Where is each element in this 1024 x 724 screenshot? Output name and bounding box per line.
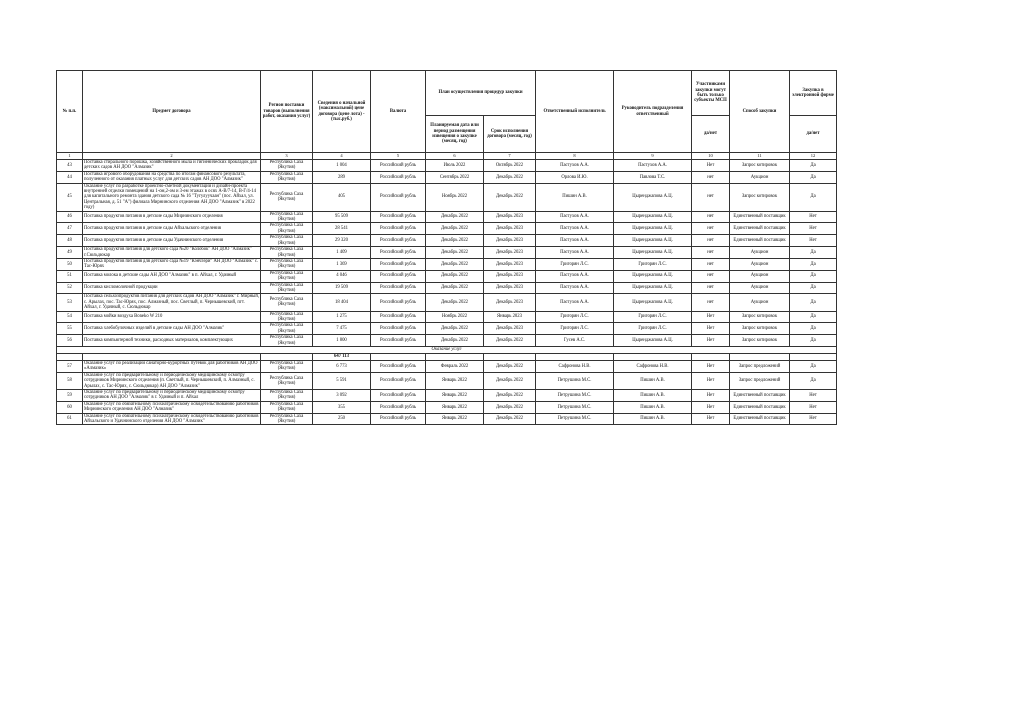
row-currency: Российский рубль (371, 413, 426, 425)
row-end-date: Январь 2023 (484, 311, 536, 323)
row-number: 49 (57, 247, 83, 259)
row-smsp: нет (692, 282, 730, 294)
row-smsp: Нет (692, 390, 730, 402)
row-region: Республика Саха (Якутия) (261, 211, 313, 223)
row-currency: Российский рубль (371, 372, 426, 389)
row-number: 55 (57, 323, 83, 335)
row-currency: Российский рубль (371, 247, 426, 259)
row-region: Республика Саха (Якутия) (261, 171, 313, 183)
empty-cell (730, 354, 790, 361)
row-region: Республика Саха (Якутия) (261, 258, 313, 270)
row-end-date: Декабрь 2023 (484, 235, 536, 247)
row-electronic: Да (790, 335, 837, 347)
row-subject: Оказание услуг по предварительному и периодическому медицинскому осмотру сотрудников АН ДОО "Алмазик" в г. Удачный и п. Айхал (83, 390, 261, 402)
row-number: 44 (57, 171, 83, 183)
row-end-date: Декабрь 2023 (484, 258, 536, 270)
row-end-date: Декабрь 2023 (484, 323, 536, 335)
row-electronic: Да (790, 160, 837, 172)
row-price: 95 509 (313, 211, 371, 223)
row-executor: Пишин А.В. (536, 183, 614, 211)
table-row (57, 211, 837, 223)
table-row (57, 171, 837, 183)
row-subject: Оказание услуг по реализации санаторно-курортных путевок для работников АН ДОО «Алмазик» (83, 361, 261, 373)
empty-cell (261, 354, 313, 361)
row-smsp: Нет (692, 160, 730, 172)
row-number: 58 (57, 372, 83, 389)
row-electronic: Нет (790, 235, 837, 247)
row-electronic: Нет (790, 413, 837, 425)
row-subject: Поставка сельхозпродуктов питания для детских садов АН ДОО "Алмазик" г. Мирный, с. Арылах, пос. Тас-Юрях, пос. Алмазный, пос. Светлый, п. Чернышевский, пгт. Айхал, г. Удачный, с. Сюльдюкар (84, 294, 260, 311)
row-executor: Пастухов А.А. (536, 160, 614, 172)
row-number: 57 (57, 361, 83, 373)
row-region: Республика Саха (Якутия) (261, 160, 313, 172)
row-end-date: Декабрь 2022 (484, 361, 536, 373)
table-row (57, 401, 837, 413)
row-planned-date: Декабрь 2022 (426, 335, 484, 347)
row-price: 1 004 (313, 160, 371, 172)
row-subject: Поставка мойки воздуха Boneko W 210 (83, 311, 261, 323)
row-currency: Российский рубль (371, 323, 426, 335)
row-method: Единственный поставщик (730, 223, 790, 235)
row-region: Республика Саха (Якутия) (261, 223, 313, 235)
row-head: Цыренджапова А.Ц. (614, 294, 692, 311)
row-currency: Российский рубль (371, 160, 426, 172)
row-electronic: Да (790, 294, 837, 311)
row-electronic: Нет (790, 223, 837, 235)
row-subject: Поставка кисломолочной продукции (83, 282, 261, 294)
empty-cell (371, 354, 426, 361)
row-currency: Российский рубль (371, 235, 426, 247)
row-price: 19 509 (313, 282, 371, 294)
row-currency: Российский рубль (371, 401, 426, 413)
row-electronic: Да (790, 361, 837, 373)
column-number: 1 (57, 153, 83, 160)
column-number: 9 (614, 153, 692, 160)
row-head: Цыренджапова А.Ц. (614, 335, 692, 347)
row-method: Аукцион (730, 270, 790, 282)
row-price: 3 092 (313, 390, 371, 402)
row-subject: Поставка продуктов питания в детские сады Удачнинского отделения (83, 235, 261, 247)
row-planned-date: Декабрь 2022 (426, 282, 484, 294)
row-executor: Григорян Л.С. (536, 258, 614, 270)
row-method: Единственный поставщик (730, 211, 790, 223)
row-executor: Петрушина М.С. (536, 390, 614, 402)
row-region: Республика Саха (Якутия) (261, 335, 313, 347)
row-currency: Российский рубль (371, 294, 426, 311)
header-smsp: Участниками закупки могут быть только субъекты МСП (692, 71, 730, 116)
row-executor: Пастухов А.А. (536, 223, 614, 235)
row-planned-date: Декабрь 2022 (426, 323, 484, 335)
row-electronic: Нет (790, 211, 837, 223)
row-number: 56 (57, 335, 83, 347)
total-row (57, 354, 837, 361)
row-method: Запрос предложений (730, 372, 790, 389)
section-label: Оказание услуг (57, 347, 837, 354)
row-currency: Российский рубль (371, 183, 426, 211)
column-number: 6 (426, 153, 484, 160)
row-head: Григорян Л.С. (614, 258, 692, 270)
row-price: 289 (313, 171, 371, 183)
row-end-date: Декабрь 2022 (484, 401, 536, 413)
table-row (57, 361, 837, 373)
column-number: 7 (484, 153, 536, 160)
row-planned-date: Январь 2022 (426, 390, 484, 402)
row-executor: Петрушина М.С. (536, 413, 614, 425)
table-row (57, 223, 837, 235)
row-head: Цыренджапова А.Ц. (614, 270, 692, 282)
header-currency: Валюта (371, 71, 426, 153)
row-number: 50 (57, 258, 83, 270)
header-method: Способ закупки (730, 71, 790, 153)
row-number: 60 (57, 401, 83, 413)
row-executor: Григорян Л.С. (536, 323, 614, 335)
row-method: Аукцион (730, 258, 790, 270)
row-price: 405 (313, 183, 371, 211)
row-method: Запрос котировок (730, 183, 790, 211)
row-head: Пишин А.В. (614, 413, 692, 425)
row-planned-date: Декабрь 2022 (426, 258, 484, 270)
row-executor: Петрушина М.С. (536, 372, 614, 389)
table-row (57, 282, 837, 294)
row-head: Григорян Л.С. (614, 311, 692, 323)
row-subject: Поставка продуктов питания в детские сады Айхальского отделения (83, 223, 261, 235)
column-number: 11 (730, 153, 790, 160)
row-executor: Орлова И.Ю. (536, 171, 614, 183)
row-head: Сафронова Н.В. (614, 361, 692, 373)
table-row (57, 323, 837, 335)
row-head: Цыренджапова А.Ц. (614, 247, 692, 259)
row-planned-date: Сентябрь 2022 (426, 171, 484, 183)
row-end-date: Декабрь 2022 (484, 372, 536, 389)
row-end-date: Октябрь 2022 (484, 160, 536, 172)
row-method: Аукцион (730, 294, 790, 311)
row-currency: Российский рубль (371, 171, 426, 183)
row-head: Цыренджапова А.Ц. (614, 235, 692, 247)
row-executor: Пастухов А.А. (536, 282, 614, 294)
table-row (57, 390, 837, 402)
header-number: № п.п. (57, 71, 83, 153)
goods-rows (57, 153, 837, 347)
row-end-date: Декабрь 2022 (484, 335, 536, 347)
header-end-date: Срок исполнения договора (месяц, год) (484, 116, 536, 153)
row-region: Республика Саха (Якутия) (261, 247, 313, 259)
row-planned-date: Декабрь 2022 (426, 211, 484, 223)
row-subject: Оказание услуг по предварительному и периодическому медицинскому осмотру сотрудников Мирнинского отделения (п. Светлый, п. Чернышевский, п. Алмазный, с. Арылах, с. Тас-Юрях, с. Сюльдюкар) АН ДОО "Алмазик" (83, 372, 261, 389)
row-price: 29 320 (313, 235, 371, 247)
row-method: Единственный поставщик (730, 413, 790, 425)
row-planned-date: Декабрь 2022 (426, 223, 484, 235)
row-end-date: Декабрь 2023 (484, 282, 536, 294)
row-region: Республика Саха (Якутия) (261, 183, 313, 211)
row-price: 1 800 (313, 335, 371, 347)
column-number: 5 (371, 153, 426, 160)
row-subject: Поставка продуктов питания для детского сада №19 "Кэнчээри" АН ДОО "Алмазик" с. Тас-Юрях (83, 258, 261, 270)
row-price: 250 (313, 413, 371, 425)
row-method: Аукцион (730, 171, 790, 183)
table-row (57, 160, 837, 172)
row-head: Цыренджапова А.Ц. (614, 183, 692, 211)
row-head: Павлова Т.С. (614, 171, 692, 183)
services-rows (57, 347, 837, 425)
row-executor: Сафронова Н.В. (536, 361, 614, 373)
row-method: Запрос предложений (730, 361, 790, 373)
row-executor: Пастухов А.А. (536, 211, 614, 223)
row-subject: Оказание услуг по обязательному психиатрическому освидетельствованию работников Мирнинского отделения АН ДОО "Алмазик" (83, 401, 261, 413)
header-executor: Ответственный исполнитель (536, 71, 614, 153)
row-smsp: Нет (692, 413, 730, 425)
table-row (57, 335, 837, 347)
row-end-date: Декабрь 2023 (484, 294, 536, 311)
row-electronic: Да (790, 171, 837, 183)
table-row (57, 413, 837, 425)
row-electronic: Нет (790, 390, 837, 402)
row-end-date: Декабрь 2022 (484, 390, 536, 402)
header-subject: Предмет договора (83, 71, 261, 153)
row-head: Пишин А.В. (614, 390, 692, 402)
row-method: Запрос котировок (730, 311, 790, 323)
row-number: 59 (57, 390, 83, 402)
row-currency: Российский рубль (371, 361, 426, 373)
table-row (57, 183, 837, 211)
row-region: Республика Саха (Якутия) (261, 311, 313, 323)
row-subject: Поставка молока в детские сады АН ДОО "Алмазик" в п. Айхал, г. Удачный (83, 270, 261, 282)
row-currency: Российский рубль (371, 211, 426, 223)
empty-cell (790, 354, 837, 361)
row-smsp: Нет (692, 361, 730, 373)
header-planned-date: Планируемая дата или период размещения извещения о закупке (месяц, год) (426, 116, 484, 153)
row-number: 47 (57, 223, 83, 235)
row-executor: Пастухов А.А. (536, 270, 614, 282)
empty-cell (426, 354, 484, 361)
row-method: Аукцион (730, 247, 790, 259)
row-executor: Григорян Л.С. (536, 311, 614, 323)
row-executor: Пастухов А.А. (536, 235, 614, 247)
row-price: 18 404 (313, 294, 371, 311)
row-electronic: Да (790, 372, 837, 389)
row-end-date: Декабрь 2022 (484, 171, 536, 183)
row-planned-date: Январь 2022 (426, 413, 484, 425)
column-number: 8 (536, 153, 614, 160)
row-smsp: Нет (692, 311, 730, 323)
row-region: Республика Саха (Якутия) (261, 413, 313, 425)
row-executor: Петрушина М.С. (536, 401, 614, 413)
header-smsp-yesno: да/нет (692, 116, 730, 153)
row-head: Пишин А.В. (614, 372, 692, 389)
row-smsp: Нет (692, 323, 730, 335)
row-region: Республика Саха (Якутия) (261, 235, 313, 247)
header-region: Регион поставки товаров (выполнения работ, оказания услуг) (261, 71, 313, 153)
row-smsp: нет (692, 183, 730, 211)
row-planned-date: Январь 2022 (426, 401, 484, 413)
row-subject: Поставка компьютерной техники, расходных материалов, комплектующих (83, 335, 261, 347)
row-region: Республика Саха (Якутия) (261, 372, 313, 389)
row-method: Запрос котировок (730, 335, 790, 347)
row-electronic: Да (790, 323, 837, 335)
row-currency: Российский рубль (371, 270, 426, 282)
row-electronic: Да (790, 282, 837, 294)
row-subject: Поставка хлебобулочных изделий в детские сады АН ДОО "Алмазик" (83, 323, 261, 335)
row-head: Григорян Л.С. (614, 323, 692, 335)
row-smsp: нет (692, 171, 730, 183)
row-planned-date: Декабрь 2022 (426, 247, 484, 259)
row-end-date: Декабрь 2023 (484, 211, 536, 223)
table-row (57, 235, 837, 247)
row-electronic: Да (790, 258, 837, 270)
table-row (57, 258, 837, 270)
table-row (57, 311, 837, 323)
section-row (57, 347, 837, 354)
empty-cell (614, 354, 692, 361)
row-number: 52 (57, 282, 83, 294)
row-subject: Поставка продуктов питания для детского сада №20 "Колобок" АН ДОО "Алмазик" г.Сюльдюкар (83, 247, 261, 259)
row-method: Аукцион (730, 282, 790, 294)
row-price: 1 275 (313, 311, 371, 323)
row-smsp: нет (692, 223, 730, 235)
row-number: 54 (57, 311, 83, 323)
row-region: Республика Саха (Якутия) (261, 361, 313, 373)
row-head: Цыренджапова А.Ц. (614, 282, 692, 294)
header-electronic-yesno: да/нет (790, 116, 837, 153)
row-price: 28 541 (313, 223, 371, 235)
row-currency: Российский рубль (371, 335, 426, 347)
column-number: 10 (692, 153, 730, 160)
table-row (57, 247, 837, 259)
row-smsp: нет (692, 294, 730, 311)
row-electronic: Да (790, 183, 837, 211)
row-end-date: Декабрь 2023 (484, 223, 536, 235)
row-price: 4 046 (313, 270, 371, 282)
row-executor: Пастухов А.А. (536, 294, 614, 311)
row-end-date: Декабрь 2022 (484, 183, 536, 211)
row-price: 355 (313, 401, 371, 413)
row-electronic: Да (790, 311, 837, 323)
procurement-plan-sheet (56, 70, 836, 425)
row-subject: Поставка продуктов питания в детские сады Мирнинского отделения (83, 211, 261, 223)
row-price: 6 773 (313, 361, 371, 373)
row-method: Единственный поставщик (730, 390, 790, 402)
row-region: Республика Саха (Якутия) (261, 323, 313, 335)
row-electronic: Да (790, 270, 837, 282)
row-smsp: Нет (692, 335, 730, 347)
row-subject: Оказание услуг по обязательному психиатрическому освидетельствованию работников Айхальского и Удачнинского отделения АН ДОО "Алмазик" (83, 413, 261, 425)
column-number: 12 (790, 153, 837, 160)
row-region: Республика Саха (Якутия) (261, 270, 313, 282)
row-price: 1 369 (313, 258, 371, 270)
row-planned-date: Ноябрь 2022 (426, 183, 484, 211)
row-subject: Поставка стирального порошка, хозяйственного мыла и гигиенических прокладок для детских садов АН ДОО "Алмазик" (83, 160, 261, 172)
row-smsp: нет (692, 235, 730, 247)
row-currency: Российский рубль (371, 311, 426, 323)
column-number: 4 (313, 153, 371, 160)
row-head: Пишин А.В. (614, 401, 692, 413)
row-method: Запрос котировок (730, 323, 790, 335)
row-smsp: Нет (692, 401, 730, 413)
row-electronic: Да (790, 247, 837, 259)
row-region: Республика Саха (Якутия) (261, 401, 313, 413)
row-price: 7 475 (313, 323, 371, 335)
row-end-date: Декабрь 2023 (484, 270, 536, 282)
header-plan-group: План осуществления процедур закупки (426, 71, 536, 116)
empty-cell (57, 354, 83, 361)
row-head: Цыренджапова А.Ц. (614, 223, 692, 235)
row-executor: Гусев А.С. (536, 335, 614, 347)
row-region: Республика Саха (Якутия) (261, 294, 313, 311)
header-responsible-head: Руководитель подразделения ответственный (614, 71, 692, 153)
row-smsp: нет (692, 258, 730, 270)
column-number: 2 (83, 153, 261, 160)
row-region: Республика Саха (Якутия) (261, 282, 313, 294)
row-method: Запрос котировок (730, 160, 790, 172)
row-executor: Пастухов А.А. (536, 247, 614, 259)
total-value: 647 113 (313, 354, 371, 361)
empty-cell (692, 354, 730, 361)
row-end-date: Декабрь 2023 (484, 247, 536, 259)
column-number: 3 (261, 153, 313, 160)
column-number-row (57, 153, 837, 160)
row-smsp: Нет (692, 372, 730, 389)
row-smsp: нет (692, 270, 730, 282)
row-smsp: нет (692, 247, 730, 259)
table-row (57, 294, 837, 311)
empty-cell (536, 354, 614, 361)
row-method: Единственный поставщик (730, 235, 790, 247)
row-planned-date: Ноябрь 2022 (426, 311, 484, 323)
row-currency: Российский рубль (371, 390, 426, 402)
row-end-date: Декабрь 2022 (484, 413, 536, 425)
row-subject: Поставка игрового оборудования на средства по итогам финансового результата, полученного от оказания платных услуг для детских садов АН ДОО "Алмазик" (83, 171, 261, 183)
row-region: Республика Саха (Якутия) (261, 390, 313, 402)
row-price: 1 409 (313, 247, 371, 259)
header-electronic: Закупка в электронной форме (790, 71, 837, 116)
row-subject: Оказание услуг по разработке проектно-сметной документации и дизайн-проекта внутренней отделки помещений на 1-ом,2-ом и 3-ем этажах в осях А-В/7-14, В-Г/4-14 для капитального ремонта здания детского сада № 16 "Тугулуучаан" (пос. Айхал, ул. Центральная, д. 51 "А") филиала Мирнинского отделения АН ДОО "Алмазик" в 2022 году) (83, 183, 261, 211)
table-row (57, 270, 837, 282)
row-electronic: Нет (790, 401, 837, 413)
header-price: Сведения о начальной (максимальной) цене договора (цене лота) - (тыс.руб.) (313, 71, 371, 153)
row-smsp: нет (692, 211, 730, 223)
row-number: 53 (57, 294, 83, 311)
row-price: 5 591 (313, 372, 371, 389)
table-row (57, 372, 837, 389)
row-head: Пастухов А.А. (614, 160, 692, 172)
row-planned-date: Декабрь 2022 (426, 235, 484, 247)
row-planned-date: Июль 2022 (426, 160, 484, 172)
row-currency: Российский рубль (371, 223, 426, 235)
empty-cell (83, 354, 261, 361)
row-head: Цыренджапова А.Ц. (614, 211, 692, 223)
row-currency: Российский рубль (371, 282, 426, 294)
row-planned-date: Декабрь 2022 (426, 270, 484, 282)
row-method: Единственный поставщик (730, 401, 790, 413)
procurement-table (56, 70, 837, 425)
row-planned-date: Январь 2022 (426, 372, 484, 389)
row-number: 43 (57, 160, 83, 172)
row-number: 51 (57, 270, 83, 282)
empty-cell (484, 354, 536, 361)
row-number: 46 (57, 211, 83, 223)
row-number: 48 (57, 235, 83, 247)
row-number: 61 (57, 413, 83, 425)
row-number: 45 (57, 183, 83, 211)
row-planned-date: Декабрь 2022 (426, 294, 484, 311)
row-currency: Российский рубль (371, 258, 426, 270)
row-planned-date: Февраль 2022 (426, 361, 484, 373)
